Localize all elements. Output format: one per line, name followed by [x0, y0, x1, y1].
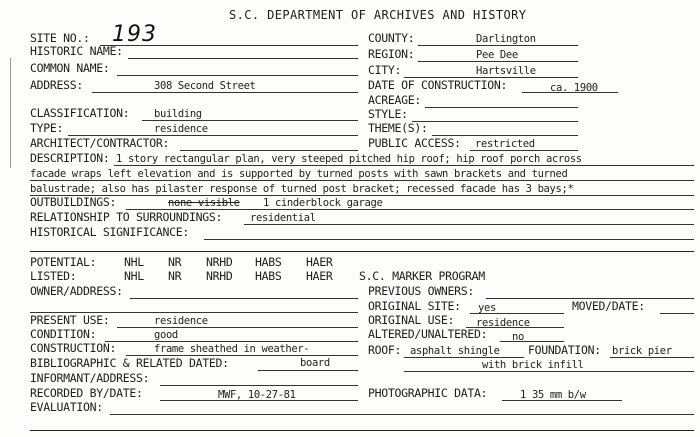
foundation-value: brick pier	[612, 345, 672, 357]
region-value: Pee Dee	[476, 49, 518, 61]
city-value: Hartsville	[476, 65, 536, 77]
condition-label: CONDITION:	[30, 327, 97, 341]
foundation-label: FOUNDATION:	[528, 343, 601, 357]
address-value: 308 Second Street	[154, 80, 256, 92]
historic-name-line	[128, 58, 358, 59]
description-value-3: balustrade; also has pilaster response of turned post bracket; recessed facade has 3 bays;*	[30, 183, 574, 195]
outbuildings-value: 1 cinderblock garage	[263, 197, 383, 209]
foundation-line	[610, 357, 694, 358]
description-line-1	[114, 165, 694, 166]
potential-nrhd: NRHD	[206, 255, 233, 269]
architect-line	[180, 150, 358, 151]
date-of-construction-value: ca. 1900	[550, 82, 598, 94]
public-access-label: PUBLIC ACCESS:	[368, 136, 461, 150]
public-access-line	[470, 150, 578, 151]
altered-line	[500, 341, 564, 342]
roof-value: asphalt shingle	[410, 345, 500, 357]
county-line	[418, 45, 578, 46]
bibliographic-label: BIBLIOGRAPHIC & RELATED DATED:	[30, 356, 229, 370]
altered-value: no	[512, 331, 524, 343]
original-site-value: yes	[478, 302, 496, 314]
classification-value: building	[154, 108, 202, 120]
site-no-value: 193	[112, 22, 157, 47]
acreage-line	[425, 107, 578, 108]
historical-significance-label: HISTORICAL SIGNIFICANCE:	[30, 225, 189, 239]
type-label: TYPE:	[30, 121, 64, 135]
informant-label: INFORMANT/ADDRESS:	[30, 371, 150, 385]
relationship-label: RELATIONSHIP TO SURROUNDINGS:	[30, 210, 223, 224]
relationship-value: residential	[250, 212, 316, 224]
potential-haer: HAER	[306, 255, 333, 269]
type-value: residence	[154, 123, 208, 135]
marker-program-label: S.C. MARKER PROGRAM	[359, 269, 485, 283]
construction-value-cont: board	[300, 357, 330, 369]
common-name-line	[117, 75, 358, 76]
listed-haer: HAER	[306, 269, 333, 283]
evaluation-line	[110, 414, 694, 415]
historical-significance-line	[204, 239, 694, 240]
evaluation-label: EVALUATION:	[30, 400, 103, 414]
informant-line	[160, 385, 358, 386]
listed-nrhd: NRHD	[206, 269, 233, 283]
foundation-line-2	[404, 371, 694, 372]
original-site-label: ORIGINAL SITE:	[368, 299, 461, 313]
bibliographic-line	[258, 370, 358, 371]
city-label: CITY:	[368, 63, 402, 77]
present-use-value: residence	[154, 315, 208, 327]
recorded-by-label: RECORDED BY/DATE:	[30, 386, 143, 400]
owner-address-line	[130, 298, 358, 299]
themes-label: THEME(S):	[368, 121, 428, 135]
description-value-1: 1 story rectangular plan, very steeped pitched hip roof; hip roof porch across	[116, 153, 582, 165]
historic-name-label: HISTORIC NAME:	[30, 44, 123, 58]
listed-nr: NR	[168, 269, 182, 283]
condition-line	[105, 341, 358, 342]
classification-line	[142, 120, 358, 121]
original-use-label: ORIGINAL USE:	[368, 313, 455, 327]
potential-label: POTENTIAL:	[30, 255, 97, 269]
style-label: STYLE:	[368, 107, 408, 121]
moved-date-label: MOVED/DATE:	[572, 299, 645, 313]
form-header: S.C. DEPARTMENT OF ARCHIVES AND HISTORY	[229, 8, 527, 22]
site-no-label: SITE NO.:	[30, 31, 90, 45]
address-label: ADDRESS:	[30, 78, 83, 92]
public-access-value: restricted	[475, 138, 535, 150]
present-use-line	[117, 327, 358, 328]
description-line-2	[30, 180, 694, 181]
county-value: Darlington	[476, 33, 536, 45]
construction-value: frame sheathed in weather-	[154, 343, 310, 355]
section-divider	[30, 251, 694, 252]
description-line-3	[30, 195, 694, 196]
relationship-line	[244, 224, 694, 225]
construction-label: CONSTRUCTION:	[30, 341, 117, 355]
recorded-by-value: MWF, 10-27-81	[218, 389, 296, 401]
potential-nhl: NHL	[124, 255, 144, 269]
acreage-label: ACREAGE:	[368, 93, 421, 107]
listed-habs: HABS	[255, 269, 282, 283]
photographic-data-value: 1 35 mm b/w	[520, 389, 586, 401]
date-of-construction-label: DATE OF CONSTRUCTION:	[368, 78, 508, 92]
listed-label: LISTED:	[30, 269, 77, 283]
condition-value: good	[154, 329, 178, 341]
altered-label: ALTERED/UNALTERED:	[368, 327, 488, 341]
address-line	[92, 92, 358, 93]
roof-label: ROOF:	[368, 343, 402, 357]
previous-owners-label: PREVIOUS OWNERS:	[368, 284, 474, 298]
description-value-2: facade wraps left elevation and is supported by turned posts with sawn brackets and turned	[30, 168, 568, 180]
region-label: REGION:	[368, 47, 415, 61]
potential-habs: HABS	[255, 255, 282, 269]
original-use-value: residence	[476, 317, 530, 329]
style-line	[412, 121, 578, 122]
common-name-label: COMMON NAME:	[30, 61, 110, 75]
outbuildings-label: OUTBUILDINGS:	[30, 195, 117, 209]
county-label: COUNTY:	[368, 31, 415, 45]
moved-date-line	[660, 313, 694, 314]
foundation-value-cont: with brick infill	[482, 359, 584, 371]
architect-label: ARCHITECT/CONTRACTOR:	[30, 136, 170, 150]
description-label: DESCRIPTION:	[30, 151, 110, 165]
outbuildings-struck-value: none visible	[168, 197, 240, 209]
roof-line	[404, 357, 524, 358]
left-margin-line	[10, 58, 11, 168]
owner-address-label: OWNER/ADDRESS:	[30, 284, 123, 298]
listed-nhl: NHL	[124, 269, 144, 283]
region-line	[418, 61, 578, 62]
present-use-label: PRESENT USE:	[30, 313, 110, 327]
bottom-rule	[30, 430, 694, 431]
classification-label: CLASSIFICATION:	[30, 106, 130, 120]
potential-nr: NR	[168, 255, 182, 269]
photographic-data-label: PHOTOGRAPHIC DATA:	[368, 386, 488, 400]
